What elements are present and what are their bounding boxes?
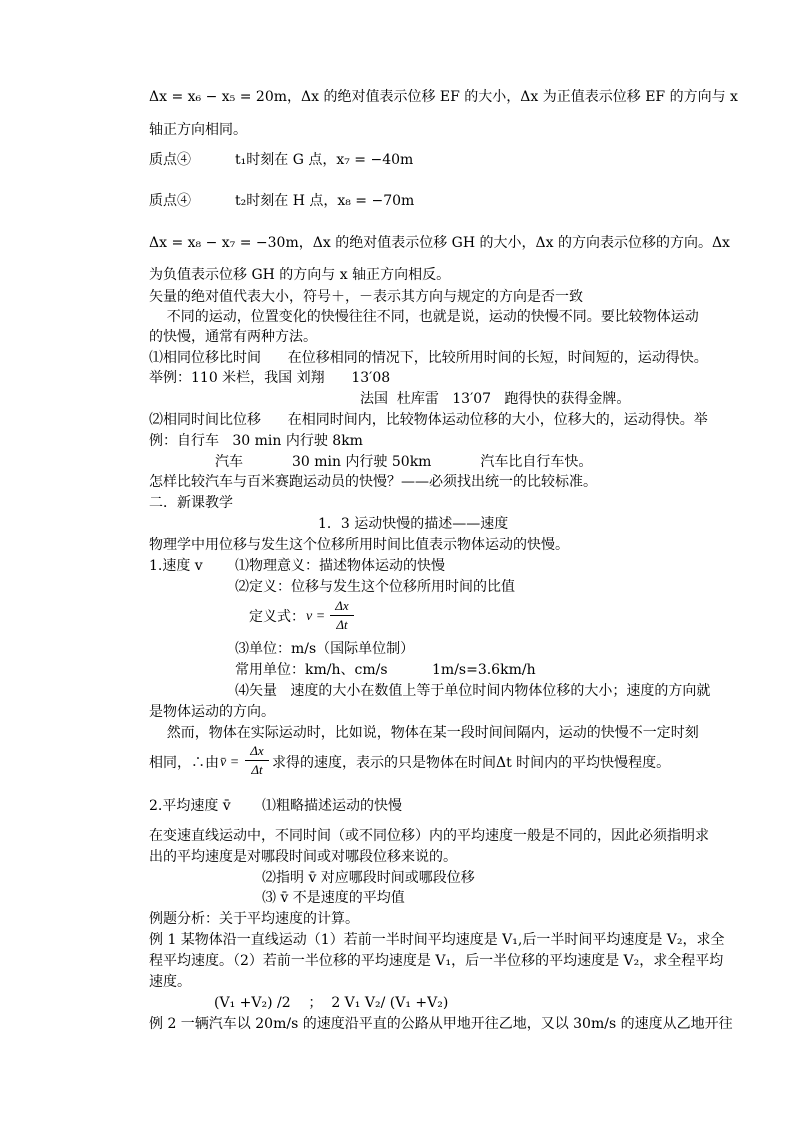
text-line: 轴正方向相同。 <box>149 122 247 138</box>
text-line: 1.速度 v <box>149 558 203 574</box>
text-line: t₁时刻在 G 点，x₇ = −40m <box>235 152 414 168</box>
text-line: 例题分析：关于平均速度的计算。 <box>149 911 359 927</box>
text-line: ⑵定义：位移与发生这个位移所用时间的比值 <box>235 579 515 595</box>
velocity-fraction <box>330 598 354 633</box>
text-line: 例 2 一辆汽车以 20m/s 的速度沿平直的公路从甲地开往乙地，又以 30m/s 的速度从乙地开往 <box>149 1016 733 1032</box>
text-line: 是物体运动的方向。 <box>149 704 275 720</box>
text-line: 举例：110 米栏，我国 刘翔 13′08 <box>149 370 391 386</box>
text-line: 矢量的绝对值代表大小，符号＋，－表示其方向与规定的方向是否一致 <box>149 289 583 305</box>
text-line: 质点④ <box>149 193 191 209</box>
section-heading: 1．3 运动快慢的描述——速度 <box>318 516 509 532</box>
text-line: 程平均速度。（2）若前一半位移的平均速度是 V₁，后一半位移的平均速度是 V₂，求全程平均 <box>149 953 724 969</box>
text-line: 汽车 30 min 内行驶 50km 汽车比自行车快。 <box>215 454 593 470</box>
fraction-denominator: Δt <box>251 762 263 777</box>
fraction-numerator: Δx <box>245 743 269 761</box>
text-line: 物理学中用位移与发生这个位移所用时间比值表示物体运动的快慢。 <box>149 537 569 553</box>
formula-lhs: v̄ = <box>220 755 240 770</box>
text-line: 不同的运动，位置变化的快慢往往不同，也就是说，运动的快慢不同。要比较物体运动 <box>149 309 699 325</box>
text-line: ⑴粗略描述运动的快慢 <box>262 798 402 814</box>
text-line: 速度。 <box>149 974 191 990</box>
text-line: 在变速直线运动中，不同时间（或不同位移）内的平均速度一般是不同的，因此必须指明求 <box>149 828 709 844</box>
text-line: 的快慢，通常有两种方法。 <box>149 329 317 345</box>
answer-line: (V₁ +V₂) /2 ； 2 V₁ V₂/ (V₁ +V₂) <box>214 995 449 1011</box>
text-line: 为负值表示位移 GH 的方向与 x 轴正方向相反。 <box>149 267 451 283</box>
text-line: Δx = x₆ − x₅ = 20m，Δx 的绝对值表示位移 EF 的大小，Δx 为正值表示位移 EF 的方向与 x <box>149 89 738 105</box>
text-line: 例 1 某物体沿一直线运动（1）若前一半时间平均速度是 V₁,后一半时间平均速度是 V₂，求全 <box>149 932 725 948</box>
text-line: ⑴物理意义：描述物体运动的快慢 <box>235 558 445 574</box>
text-line: 求得的速度，表示的只是物体在时间Δt 时间内的平均快慢程度。 <box>272 755 671 771</box>
text-line: ⑶单位：m/s（国际单位制） <box>235 641 415 657</box>
text-line: 2.平均速度 v̄ <box>149 798 231 814</box>
text-line: Δx = x₈ − x₇ = −30m，Δx 的绝对值表示位移 GH 的大小，Δx 的方向表示位移的方向。Δx <box>149 235 730 251</box>
text-line: t₂时刻在 H 点，x₈ = −70m <box>235 193 415 209</box>
text-line: 法国 杜库雷 13′07 跑得快的获得金牌。 <box>360 391 631 407</box>
text-line: ⑴相同位移比时间 在位移相同的情况下，比较所用时间的长短，时间短的，运动得快。 <box>149 350 708 366</box>
formula-label: 定义式： <box>249 609 305 625</box>
text-line: ⑵相同时间比位移 在相同时间内，比较物体运动位移的大小，位移大的，运动得快。举 <box>149 412 708 428</box>
text-line: 相同，∴由 <box>149 755 219 771</box>
fraction-denominator: Δt <box>336 617 348 632</box>
text-line: 质点④ <box>149 152 191 168</box>
text-line: ⑶ v̄ 不是速度的平均值 <box>262 890 405 906</box>
formula-lhs: v = <box>306 609 326 624</box>
text-line: 怎样比较汽车与百米赛跑运动员的快慢？——必须找出统一的比较标准。 <box>149 474 597 490</box>
text-line: ⑵指明 v̄ 对应哪段时间或哪段位移 <box>262 870 475 886</box>
text-line: 二．新课教学 <box>149 495 233 511</box>
average-velocity-fraction <box>245 743 269 778</box>
text-line: 常用单位：km/h、cm/s 1m/s=3.6km/h <box>235 662 536 678</box>
text-line: 出的平均速度是对哪段时间或对哪段位移来说的。 <box>149 849 457 865</box>
text-line: 例：自行车 30 min 内行驶 8km <box>149 433 363 449</box>
text-line: 然而，物体在实际运动时，比如说，物体在某一段时间间隔内，运动的快慢不一定时刻 <box>149 725 699 741</box>
fraction-numerator: Δx <box>330 598 354 616</box>
text-line: ⑷矢量 速度的大小在数值上等于单位时间内物体位移的大小；速度的方向就 <box>235 683 711 699</box>
